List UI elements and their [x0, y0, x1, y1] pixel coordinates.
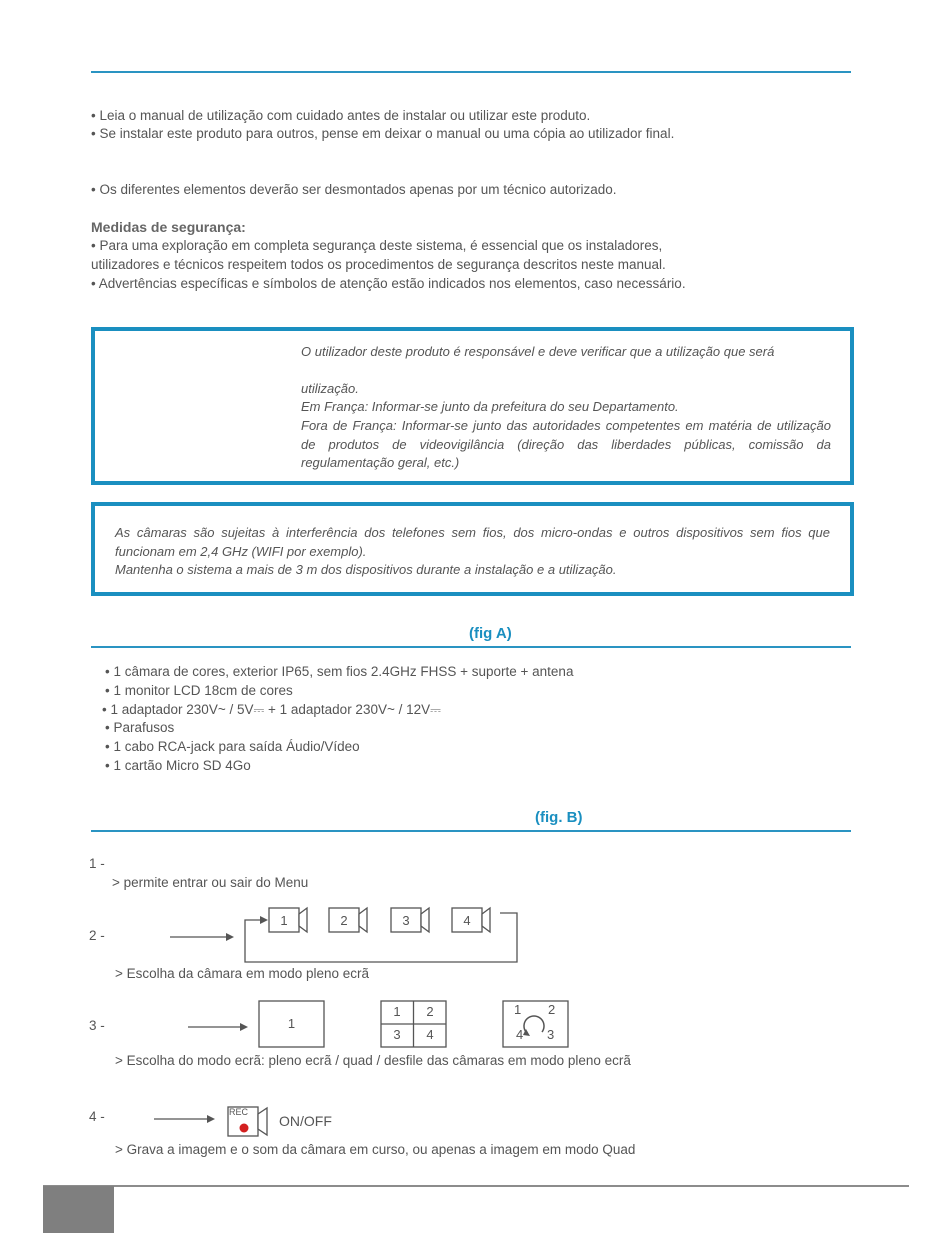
- interference-text-2: Mantenha o sistema a mais de 3 m dos dispositivos durante a instalação e a utilização.: [115, 562, 617, 577]
- quad-cell-2: 2: [426, 1004, 434, 1019]
- step-4-number: 4 -: [89, 1109, 105, 1124]
- package-item: • 1 cartão Micro SD 4Go: [105, 758, 251, 773]
- intro-line-1: • Leia o manual de utilização com cuidado antes de instalar ou utilizar este produto.: [91, 108, 591, 123]
- cycle-label-1: 1: [514, 1002, 522, 1017]
- legal-notice-box: [91, 327, 854, 485]
- step-4-description: > Grava a imagem e o som da câmara em curso, ou apenas a imagem em modo Quad: [115, 1142, 636, 1157]
- package-item: • 1 câmara de cores, exterior IP65, sem fios 2.4GHz FHSS + suporte + antena: [105, 664, 574, 679]
- page-number-tab: [43, 1186, 114, 1233]
- step-2-number: 2 -: [89, 928, 105, 943]
- interference-box: [91, 502, 854, 596]
- fig-a-label: (fig A): [469, 625, 512, 642]
- safety-heading: Medidas de segurança:: [91, 219, 246, 235]
- rec-label: REC: [229, 1107, 249, 1117]
- camera-4-label: 4: [463, 913, 471, 928]
- disassembly-note: • Os diferentes elementos deverão ser desmontados apenas por um técnico autorizado.: [91, 182, 617, 197]
- quad-cell-3: 3: [393, 1027, 401, 1042]
- step-2-description: > Escolha da câmara em modo pleno ecrã: [115, 966, 370, 981]
- package-item: • 1 cabo RCA-jack para saída Áudio/Vídeo: [105, 739, 360, 754]
- safety-line-1: • Para uma exploração em completa segurança deste sistema, é essencial que os instaladores,: [91, 238, 663, 253]
- cycle-label-2: 2: [548, 1002, 556, 1017]
- intro-line-2: • Se instalar este produto para outros, pense em deixar o manual ou uma cópia ao utilizador final.: [91, 126, 675, 141]
- legal-line-3: Em França: Informar-se junto da prefeitura do seu Departamento.: [301, 399, 679, 414]
- camera-2-label: 2: [340, 913, 348, 928]
- cycle-label-3: 3: [547, 1027, 555, 1042]
- camera-1-label: 1: [280, 913, 288, 928]
- cycle-label-4: 4: [516, 1027, 524, 1042]
- package-item: • 1 monitor LCD 18cm de cores: [105, 683, 293, 698]
- package-item: • 1 adaptador 230V~ / 5V⎓ + 1 adaptador 230V~ / 12V⎓: [102, 702, 441, 717]
- footer-rule: [43, 1185, 909, 1187]
- full-screen-label: 1: [287, 1016, 296, 1031]
- fig-b-rule: [91, 830, 851, 832]
- top-rule: [91, 71, 851, 73]
- legal-line-2: utilização.: [301, 381, 359, 396]
- package-item: • Parafusos: [105, 720, 175, 735]
- on-off-label: ON/OFF: [279, 1113, 332, 1129]
- step-3-description: > Escolha do modo ecrã: pleno ecrã / quad / desfile das câmaras em modo pleno ecrã: [115, 1053, 631, 1068]
- safety-line-3: • Advertências específicas e símbolos de atenção estão indicados nos elementos, caso necessário.: [91, 276, 686, 291]
- legal-line-4: Fora de França: Informar-se junto das autoridades competentes em matéria de utilização de produtos de videovigilância (direção das liberdades públicas, comissão da regulamentação geral, etc.): [301, 418, 831, 470]
- fig-a-rule: [91, 646, 851, 648]
- safety-line-2: utilizadores e técnicos respeitem todos os procedimentos de segurança descritos neste manual.: [91, 257, 666, 272]
- camera-cycle-diagram: [160, 900, 530, 970]
- rec-button-diagram: [150, 1105, 275, 1139]
- quad-cell-4: 4: [426, 1027, 434, 1042]
- step-1-number: 1 -: [89, 856, 105, 871]
- quad-cell-1: 1: [393, 1004, 401, 1019]
- step-1-description: > permite entrar ou sair do Menu: [112, 875, 309, 890]
- fig-b-label: (fig. B): [535, 809, 583, 826]
- legal-line-1: O utilizador deste produto é responsável e deve verificar que a utilização que será: [301, 344, 775, 359]
- step-3-number: 3 -: [89, 1018, 105, 1033]
- interference-text: As câmaras são sujeitas à interferência dos telefones sem fios, dos micro-ondas e outros dispositivos sem fios que funcionam em 2,4 GHz (WIFI por exemplo).: [115, 525, 830, 559]
- camera-3-label: 3: [402, 913, 410, 928]
